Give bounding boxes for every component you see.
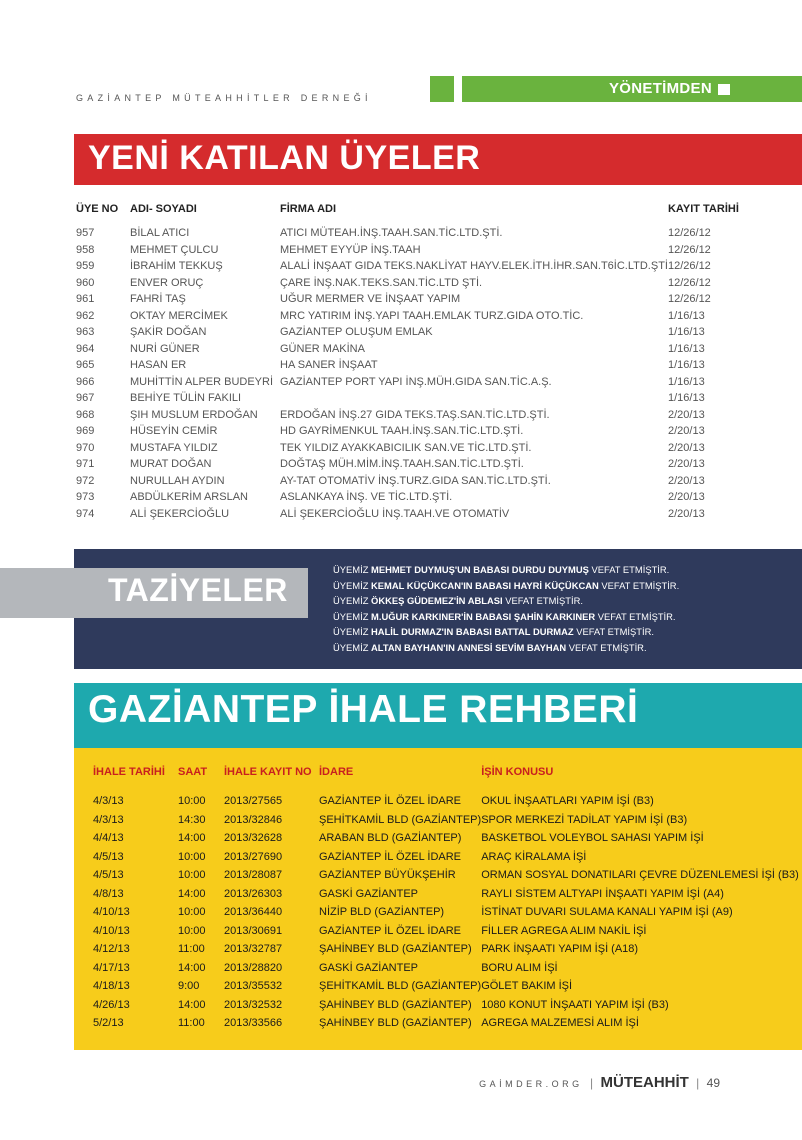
member-no: 973 [76,491,95,504]
tender-subject: BASKETBOL VOLEYBOL SAHASI YAPIM İŞİ [481,832,704,845]
footer-site: GAİMDER.ORG [479,1079,583,1089]
tender-time: 14:00 [178,887,206,900]
col-company: FİRMA ADI [280,203,337,215]
tender-record-no: 2013/36440 [224,906,283,919]
tender-subject: FİLLER AGREGA ALIM NAKİL İŞİ [481,924,647,937]
tender-time: 11:00 [178,943,205,956]
tender-subject: RAYLI SİSTEM ALTYAPI İNŞAATI YAPIM İŞİ (A4) [481,887,724,900]
member-company: TEK YILDIZ AYAKKABICILIK SAN.VE TİC.LTD.ŞTİ. [280,441,532,454]
tender-date: 4/18/13 [93,980,130,993]
member-company: ALİ ŞEKERCİOĞLU İNŞ.TAAH.VE OTOMATİV [280,507,510,520]
member-name: HASAN ER [130,359,187,372]
tender-time: 10:00 [178,906,206,919]
tender-row [93,1014,799,1033]
tender-row [93,940,799,959]
member-company: ALALİ İNŞAAT GIDA TEKS.NAKLİYAT HAYV.ELEK.İTH.İHR.SAN.T6İC.LTD.ŞTİ [280,260,668,273]
member-name: NURULLAH AYDIN [130,474,225,487]
tender-date: 4/10/13 [93,924,130,937]
condolence-text: ÜYEMİZ [333,641,372,653]
col-time: SAAT [178,766,208,778]
member-row [76,291,766,308]
condolence-text: ÜYEMİZ [333,626,372,638]
square-icon [718,84,730,95]
tender-date: 4/5/13 [93,869,124,882]
tender-time: 14:00 [178,961,206,974]
member-company: HD GAYRİMENKUL TAAH.İNŞ.SAN.TİC.LTD.ŞTİ. [280,425,524,438]
tender-time: 14:00 [178,832,206,845]
tender-subject: AGREGA MALZEMESİ ALIM İŞİ [481,1017,639,1030]
condolences-list [333,564,679,658]
tender-time: 10:00 [178,869,206,882]
member-company: ATICI MÜTEAH.İNŞ.TAAH.SAN.TİC.LTD.ŞTİ. [280,227,503,240]
tender-row [93,959,799,978]
member-row [76,506,766,523]
member-register-date: 12/26/12 [667,293,711,306]
tender-subject: ORMAN SOSYAL DONATILARI ÇEVRE DÜZENLEMESİ İŞİ (B3) [481,869,799,882]
tender-record-no: 2013/32787 [224,943,283,956]
tender-date: 4/8/13 [93,887,124,900]
members-banner [74,134,802,185]
tenders-banner [74,683,802,748]
member-row [76,324,766,341]
tender-row [93,885,799,904]
condolence-text: ÜYEMİZ [333,595,372,607]
member-name: OKTAY MERCİMEK [130,309,228,322]
member-row [76,341,766,358]
condolences-title: TAZİYELER [108,572,288,608]
members-table [76,203,766,522]
tender-date: 5/2/13 [93,1017,124,1030]
member-company: ÇARE İNŞ.NAK.TEKS.SAN.TİC.LTD ŞTİ. [280,276,483,289]
tender-date: 4/4/13 [93,832,124,845]
member-company: GAZİANTEP PORT YAPI İNŞ.MÜH.GIDA SAN.TİC.A.Ş. [280,375,552,388]
member-no: 959 [76,260,95,273]
member-no: 974 [76,507,95,520]
tender-administration: ŞAHİNBEY BLD (GAZİANTEP) [319,1017,472,1030]
member-register-date: 12/26/12 [667,227,711,240]
tender-record-no: 2013/33566 [224,1017,283,1030]
tender-subject: BORU ALIM İŞİ [481,961,558,974]
condolence-line [333,642,679,658]
member-register-date: 1/16/13 [667,309,705,322]
tenders-rows [93,792,799,1033]
tender-date: 4/17/13 [93,961,130,974]
member-name: ŞIH MUSLUM ERDOĞAN [130,408,258,421]
condolence-line [333,595,679,611]
condolence-names: M.UĞUR KARKINER'İN BABASI ŞAHİN KARKINER [371,610,596,622]
tender-date: 4/3/13 [93,813,124,826]
tender-row [93,903,799,922]
tender-subject: İSTİNAT DUVARI SULAMA KANALI YAPIM İŞİ (A9) [481,906,733,919]
member-name: MUHİTTİN ALPER BUDEYRİ [130,375,274,388]
tenders-table [93,766,799,1033]
tender-row [93,922,799,941]
member-row [76,357,766,374]
tender-administration: ŞAHİNBEY BLD (GAZİANTEP) [319,998,472,1011]
member-name: MEHMET ÇULCU [130,243,219,256]
tender-row [93,866,799,885]
member-no: 967 [76,392,95,405]
tender-date: 4/5/13 [93,850,124,863]
member-register-date: 12/26/12 [667,243,711,256]
member-company: HA SANER İNŞAAT [280,359,378,372]
condolence-names: ÖKKEŞ GÜDEMEZ'İN ABLASI [371,595,503,607]
member-register-date: 2/20/13 [667,441,705,454]
member-company [280,390,668,407]
footer-brand-logo: MÜTEAHHİT [600,1074,689,1091]
condolence-line [333,626,679,642]
member-no: 966 [76,375,95,388]
col-register-date: KAYIT TARİHİ [667,203,739,215]
member-no: 968 [76,408,95,421]
page-footer [479,1074,720,1091]
tender-date: 4/12/13 [93,943,130,956]
footer-divider: | [590,1076,594,1090]
tender-record-no: 2013/30691 [224,924,283,937]
condolence-text: ÜYEMİZ [333,564,372,575]
member-register-date: 1/16/13 [667,375,705,388]
tender-record-no: 2013/27690 [224,850,283,863]
member-row [76,407,766,424]
member-company: GAZİANTEP OLUŞUM EMLAK [280,326,433,339]
member-register-date: 2/20/13 [667,474,705,487]
tender-administration: ŞEHİTKAMİL BLD (GAZİANTEP) [319,980,482,993]
condolence-names: HALİL DURMAZ'IN BABASI BATTAL DURMAZ [371,626,574,638]
condolence-text: VEFAT ETMİŞTİR. [573,626,654,638]
member-register-date: 1/16/13 [667,392,705,405]
tender-administration: GAZİANTEP İL ÖZEL İDARE [319,924,462,937]
member-company: AY-TAT OTOMATİV İNŞ.TURZ.GIDA SAN.TİC.LTD.ŞTİ. [280,474,551,487]
member-register-date: 2/20/13 [667,458,705,471]
tender-administration: NİZİP BLD (GAZİANTEP) [319,906,445,919]
member-row [76,456,766,473]
member-register-date: 1/16/13 [667,326,705,339]
section-label: YÖNETİMDEN [608,80,712,97]
condolence-names: ALTAN BAYHAN'IN ANNESİ SEVİM BAYHAN [371,641,567,653]
member-no: 971 [76,458,95,471]
member-register-date: 2/20/13 [667,408,705,421]
member-row [76,225,766,242]
tender-row [93,996,799,1015]
tender-date: 4/26/13 [93,998,130,1011]
tender-record-no: 2013/27565 [224,795,283,808]
col-record-no: İHALE KAYIT NO [224,766,312,778]
member-register-date: 2/20/13 [667,507,705,520]
tender-row [93,811,799,830]
tender-subject: SPOR MERKEZİ TADİLAT YAPIM İŞİ (B3) [481,813,688,826]
member-name: FAHRİ TAŞ [130,293,186,306]
tender-time: 10:00 [178,850,206,863]
condolence-text: VEFAT ETMİŞTİR. [566,641,647,653]
member-no: 960 [76,276,95,289]
tender-time: 9:00 [178,980,200,993]
member-row [76,242,766,259]
association-name: GAZİANTEP MÜTEAHHİTLER DERNEĞİ [76,93,372,103]
members-header-row [76,203,766,225]
member-no: 970 [76,441,95,454]
tenders-title: GAZİANTEP İHALE REHBERİ [88,688,639,731]
member-company: MEHMET EYYÜP İNŞ.TAAH [280,243,421,256]
member-name: ŞAKİR DOĞAN [130,326,207,339]
member-row [76,489,766,506]
member-name: NURİ GÜNER [130,342,200,355]
tender-date: 4/3/13 [93,795,124,808]
tender-administration: ŞAHİNBEY BLD (GAZİANTEP) [319,943,472,956]
col-subject: İŞİN KONUSU [481,766,554,778]
member-register-date: 1/16/13 [667,342,705,355]
tender-row [93,829,799,848]
condolence-line [333,611,679,627]
member-name: MURAT DOĞAN [130,458,212,471]
condolence-text: VEFAT ETMİŞTİR. [588,564,670,575]
tender-subject: ARAÇ KİRALAMA İŞİ [481,850,587,863]
member-no: 965 [76,359,95,372]
tender-record-no: 2013/26303 [224,887,283,900]
member-row [76,390,766,407]
tender-administration: GAZİANTEP İL ÖZEL İDARE [319,850,462,863]
member-name: İBRAHİM TEKKUŞ [130,260,223,273]
member-row [76,374,766,391]
tender-record-no: 2013/28820 [224,961,283,974]
tender-administration: GASKİ GAZİANTEP [319,961,419,974]
member-name: ABDÜLKERİM ARSLAN [130,491,248,504]
member-company: ERDOĞAN İNŞ.27 GIDA TEKS.TAŞ.SAN.TİC.LTD.ŞTİ. [280,408,550,421]
tender-row [93,792,799,811]
member-no: 958 [76,243,95,256]
tenders-header-row [93,766,799,792]
condolence-text: VEFAT ETMİŞTİR. [598,579,680,591]
condolence-names: MEHMET DUYMUŞ'UN BABASI DURDU DUYMUŞ [371,564,589,575]
member-no: 957 [76,227,95,240]
col-administration: İDARE [319,766,354,778]
tender-row [93,977,799,996]
member-row [76,258,766,275]
member-no: 972 [76,474,95,487]
tender-administration: GASKİ GAZİANTEP [319,887,419,900]
tender-time: 14:30 [178,813,206,826]
tender-subject: 1080 KONUT İNŞAATI YAPIM İŞİ (B3) [481,998,669,1011]
tender-time: 14:00 [178,998,206,1011]
members-rows [76,225,766,522]
condolence-line [333,580,679,596]
member-no: 963 [76,326,95,339]
member-no: 964 [76,342,95,355]
tender-record-no: 2013/32846 [224,813,283,826]
member-name: ENVER ORUÇ [130,276,204,289]
member-no: 969 [76,425,95,438]
condolence-text: VEFAT ETMİŞTİR. [502,595,583,607]
member-name: ALİ ŞEKERCİOĞLU [130,507,230,520]
tender-time: 11:00 [178,1017,205,1030]
member-name: BİLAL ATICI [130,227,190,240]
member-name: BEHİYE TÜLİN FAKILI [130,392,242,405]
member-name: HÜSEYİN CEMİR [130,425,218,438]
members-title: YENİ KATILAN ÜYELER [88,139,481,177]
condolence-line [333,564,679,580]
member-register-date: 12/26/12 [667,276,711,289]
member-row [76,275,766,292]
member-row [76,308,766,325]
tender-row [93,848,799,867]
member-register-date: 2/20/13 [667,491,705,504]
condolence-text: VEFAT ETMİŞTİR. [595,610,676,622]
member-no: 961 [76,293,95,306]
member-company: GÜNER MAKİNA [280,342,365,355]
section-bar [462,76,802,102]
member-register-date: 12/26/12 [667,260,711,273]
condolence-text: ÜYEMİZ [333,610,372,622]
tender-subject: PARK İNŞAATI YAPIM İŞİ (A18) [481,943,639,956]
footer-divider: | [696,1076,700,1090]
tender-record-no: 2013/28087 [224,869,283,882]
col-tender-date: İHALE TARİHİ [93,766,165,778]
page-number: 49 [706,1076,720,1090]
tender-administration: ARABAN BLD (GAZİANTEP) [319,832,462,845]
tender-administration: GAZİANTEP İL ÖZEL İDARE [319,795,462,808]
col-member-name: ADI- SOYADI [130,203,197,215]
member-row [76,473,766,490]
tender-subject: OKUL İNŞAATLARI YAPIM İŞİ (B3) [481,795,654,808]
member-company: DOĞTAŞ MÜH.MİM.İNŞ.TAAH.SAN.TİC.LTD.ŞTİ. [280,458,524,471]
member-row [76,440,766,457]
tender-administration: GAZİANTEP BÜYÜKŞEHİR [319,869,456,882]
tender-record-no: 2013/35532 [224,980,283,993]
member-company: ASLANKAYA İNŞ. VE TİC.LTD.ŞTİ. [280,491,453,504]
tender-date: 4/10/13 [93,906,130,919]
member-name: MUSTAFA YILDIZ [130,441,218,454]
section-marker [430,76,454,102]
member-company: MRC YATIRIM İNŞ.YAPI TAAH.EMLAK TURZ.GIDA OTO.TİC. [280,309,584,322]
tender-record-no: 2013/32532 [224,998,283,1011]
tender-record-no: 2013/32628 [224,832,283,845]
member-company: UĞUR MERMER VE İNŞAAT YAPIM [280,293,461,306]
tender-time: 10:00 [178,924,206,937]
tender-subject: GÖLET BAKIM İŞİ [481,980,573,993]
col-member-no: ÜYE NO [76,203,119,215]
tender-administration: ŞEHİTKAMİL BLD (GAZİANTEP) [319,813,482,826]
condolence-text: ÜYEMİZ [333,579,372,591]
member-no: 962 [76,309,95,322]
member-register-date: 1/16/13 [667,359,705,372]
condolence-names: KEMAL KÜÇÜKCAN'IN BABASI HAYRİ KÜÇÜKCAN [371,579,599,591]
tender-time: 10:00 [178,795,206,808]
member-row [76,423,766,440]
member-register-date: 2/20/13 [667,425,705,438]
